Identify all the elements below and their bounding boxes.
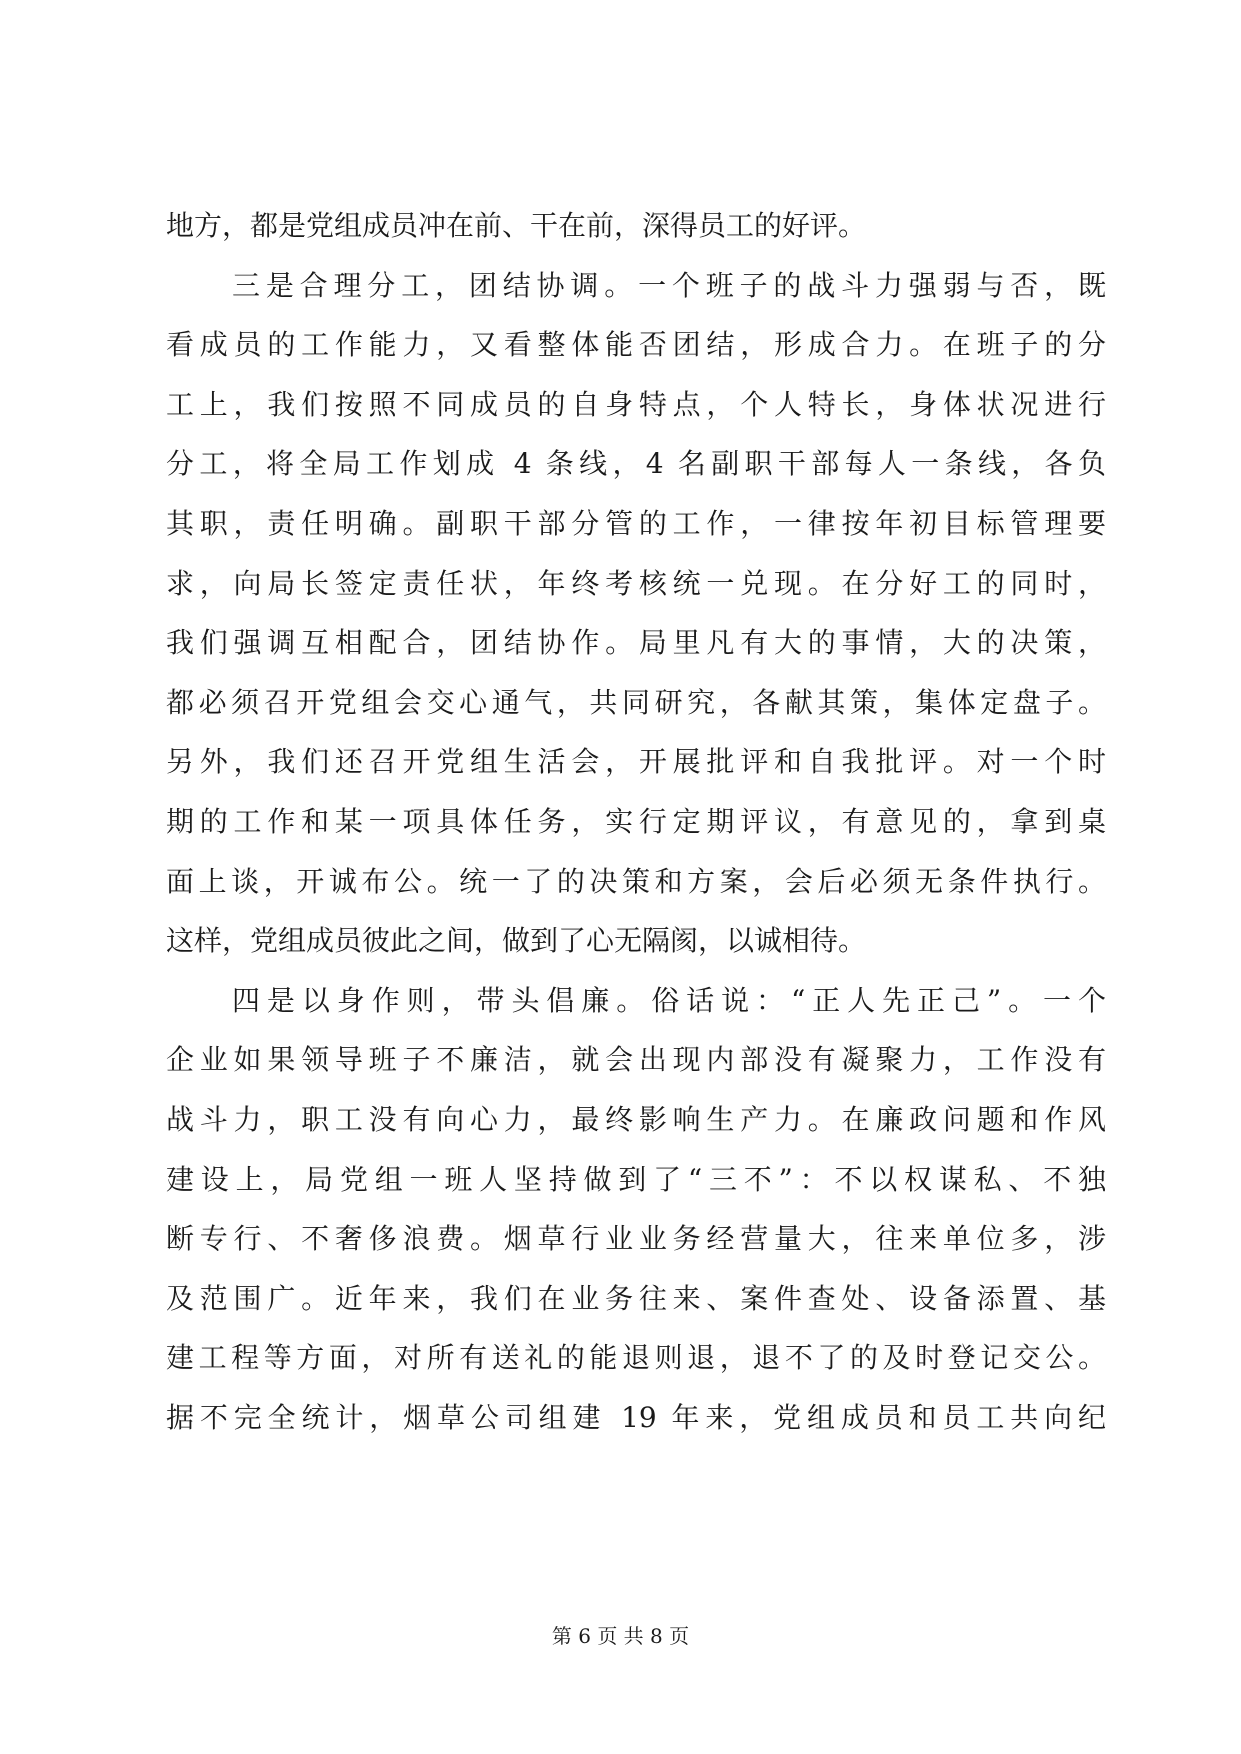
text-line: 其职，责任明确。副职干部分管的工作，一律按年初目标管理要 — [166, 506, 1106, 540]
text-line: 我们强调互相配合，团结协作。局里凡有大的事情，大的决策， — [166, 626, 1106, 660]
text-line: 建工程等方面，对所有送礼的能退则退，退不了的及时登记交公。 — [166, 1341, 1106, 1375]
paragraph-start-line: 四是以身作则，带头倡廉。俗话说：“正人先正己”。一个 — [232, 983, 1106, 1017]
text-line: 企业如果领导班子不廉洁，就会出现内部没有凝聚力，工作没有 — [166, 1043, 1106, 1077]
text-line: 面上谈，开诚布公。统一了的决策和方案，会后必须无条件执行。 — [166, 864, 1106, 898]
text-line: 据不完全统计，烟草公司组建 19 年来，党组成员和员工共向纪 — [166, 1400, 1106, 1434]
text-line: 期的工作和某一项具体任务，实行定期评议，有意见的，拿到桌 — [166, 804, 1106, 838]
paragraph-start-line: 三是合理分工，团结协调。一个班子的战斗力强弱与否，既 — [232, 268, 1106, 302]
text-line: 都必须召开党组会交心通气，共同研究，各献其策，集体定盘子。 — [166, 685, 1106, 719]
text-line: 看成员的工作能力，又看整体能否团结，形成合力。在班子的分 — [166, 328, 1106, 362]
text-line: 地方，都是党组成员冲在前、干在前，深得员工的好评。 — [166, 209, 867, 242]
text-line: 另外，我们还召开党组生活会，开展批评和自我批评。对一个时 — [166, 745, 1106, 779]
text-line: 建设上，局党组一班人坚持做到了“三不”：不以权谋私、不独 — [166, 1162, 1106, 1196]
page-number-footer: 第 6 页 共 8 页 — [551, 1624, 690, 1648]
body-text — [166, 196, 1106, 1447]
text-line: 及范围广。近年来，我们在业务往来、案件查处、设备添置、基 — [166, 1281, 1106, 1315]
text-line: 断专行、不奢侈浪费。烟草行业业务经营量大，往来单位多，涉 — [166, 1222, 1106, 1256]
text-line: 这样，党组成员彼此之间，做到了心无隔阂，以诚相待。 — [166, 924, 867, 958]
text-line: 战斗力，职工没有向心力，最终影响生产力。在廉政问题和作风 — [166, 1102, 1106, 1136]
text-line: 求，向局长签定责任状，年终考核统一兑现。在分好工的同时， — [166, 566, 1106, 600]
text-line: 分工，将全局工作划成 4 条线，4 名副职干部每人一条线，各负 — [166, 447, 1106, 481]
text-line: 工上，我们按照不同成员的自身特点，个人特长，身体状况进行 — [166, 387, 1106, 421]
